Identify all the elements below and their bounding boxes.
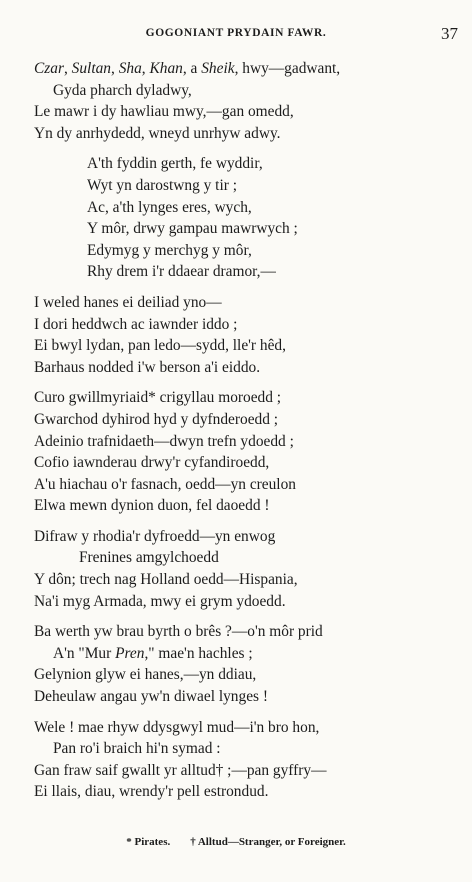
poem-line: Barhaus nodded i'w berson a'i eiddo. [34,358,261,376]
poem-line: Ba werth yw brau byrth o brês ?—o'n môr prid [34,623,323,641]
stanza [0,58,472,144]
poem-line: Ac, a'th lynges eres, wych, [87,198,252,216]
page-header [0,24,472,46]
poem-line: Y môr, drwy gampau mawrwych ; [87,220,298,238]
poem-line: Curo gwillmyriaid* crigyllau moroedd ; [34,389,282,407]
poem-line: Pan ro'i braich hi'n symad : [53,740,221,758]
poem-line: Gan fraw saif gwallt yr alltud† ;—pan gyffry— [34,761,327,779]
stanza [0,621,472,707]
poem-line: A'th fyddin gerth, fe wyddir, [87,155,263,173]
poem-line: A'n "Mur Pren," mae'n hachles ; [53,644,253,662]
poem-line: Gelynion glyw ei hanes,—yn ddiau, [34,666,257,684]
poem-line: Edymyg y merchyg y môr, [87,241,252,259]
poem-line: Le mawr i dy hawliau mwy,—gan omedd, [34,103,294,121]
poem-body [0,58,472,812]
poem-line: Na'i myg Armada, mwy ei grym ydoedd. [34,592,286,610]
poem-line: Rhy drem i'r ddaear dramor,— [87,263,276,281]
stanza [0,526,472,612]
poem-line: I dori heddwch ac iawnder iddo ; [34,315,238,333]
poem-line: Ei bwyl lydan, pan ledo—sydd, lle'r hêd, [34,337,286,355]
poem-line: Frenines amgylchoedd [79,549,219,567]
poem-line: Wele ! mae rhyw ddysgwyl mud—i'n bro hon, [34,718,320,736]
poem-line: Elwa mewn dynion duon, fel daoedd ! [34,497,270,515]
poem-line: Czar, Sultan, Sha, Khan, a Sheik, hwy—gadwant, [34,60,341,77]
footnotes [0,836,472,848]
poem-line: Yn dy anrhydedd, wneyd unrhyw adwy. [34,124,281,142]
stanza [0,387,472,517]
page-number: 37 [441,24,458,43]
stanza [0,153,472,283]
stanza [0,292,472,378]
footnote: * Pirates. [126,836,171,848]
poem-line: Cofio iawnderau drwy'r cyfandiroedd, [34,454,270,472]
poem-line: Gwarchod dyhirod hyd y dyfnderoedd ; [34,410,279,428]
poem-line: Deheulaw angau yw'n diwael lynges ! [34,688,268,706]
poem-line: Gyda pharch dyladwy, [53,81,192,99]
poem-line: A'u hiachau o'r fasnach, oedd—yn creulon [34,475,296,493]
poem-line: I weled hanes ei deiliad yno— [34,293,222,311]
poem-line: Adeinio trafnidaeth—dwyn trefn ydoedd ; [34,432,294,450]
poem-line: Y dôn; trech nag Holland oedd—Hispania, [34,571,298,589]
poem-line: Ei llais, diau, wrendy'r pell estrondud. [34,783,269,801]
poem-line: Difraw y rhodia'r dyfroedd—yn enwog [34,527,276,545]
poem-line: Wyt yn darostwng y tir ; [87,176,237,194]
footnote: † Alltud—Stranger, or Foreigner. [190,836,346,848]
stanza [0,717,472,803]
running-title: GOGONIANT PRYDAIN FAWR. [145,27,327,39]
